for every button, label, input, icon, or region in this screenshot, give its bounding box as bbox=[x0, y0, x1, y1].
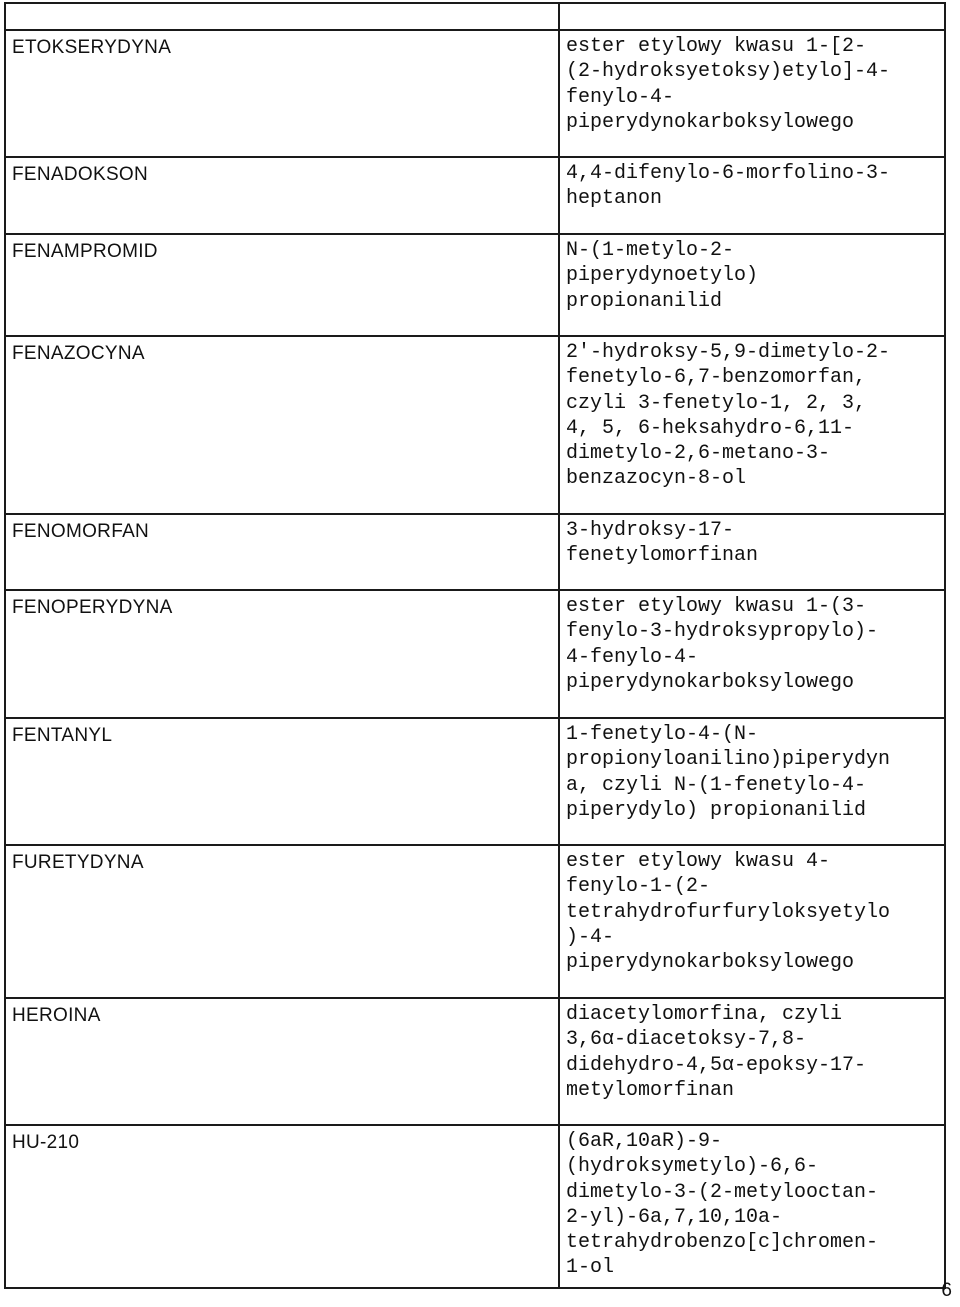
substance-name bbox=[5, 30, 559, 157]
chemical-name bbox=[559, 30, 945, 157]
chemical-name bbox=[559, 998, 945, 1125]
substance-name-text: FURETYDYNA bbox=[12, 852, 144, 873]
table-header-row bbox=[5, 3, 945, 30]
chemical-name bbox=[559, 157, 945, 234]
chemical-name-text: (6aR,10aR)-9- (hydroksymetylo)-6,6- dimetylo-3-(2-metylooctan- 2-yl)-6a,7,10,10a- tetrahydrobenzo[c]chromen- 1-ol bbox=[566, 1130, 879, 1280]
chemical-name bbox=[559, 336, 945, 514]
chemical-name bbox=[559, 514, 945, 590]
substance-name-text: HU-210 bbox=[12, 1132, 80, 1153]
table-row bbox=[5, 234, 945, 336]
chemical-name-text: diacetylomorfina, czyli 3,6α-diacetoksy-7,8- didehydro-4,5α-epoksy-17- metylomorfinan bbox=[566, 1003, 867, 1102]
chemical-name-text: 4,4-difenylo-6-morfolino-3- heptanon bbox=[566, 162, 891, 211]
substance-name bbox=[5, 157, 559, 234]
table-row bbox=[5, 845, 945, 998]
chemical-name-text: ester etylowy kwasu 1-(3- fenylo-3-hydroksypropylo)- 4-fenylo-4- piperydynokarboksylowego bbox=[566, 595, 879, 694]
substance-name bbox=[5, 514, 559, 590]
substance-name bbox=[5, 718, 559, 845]
table-row bbox=[5, 1125, 945, 1288]
chemical-name-text: ester etylowy kwasu 4- fenylo-1-(2- tetrahydrofurfuryloksyetylo )-4- piperydynokarboksylowego bbox=[566, 850, 891, 975]
chemical-name-text: 3-hydroksy-17- fenetylomorfinan bbox=[566, 519, 759, 568]
chemical-name bbox=[559, 234, 945, 336]
header-cell-chemical bbox=[559, 3, 945, 30]
chemical-name bbox=[559, 718, 945, 845]
substance-name-text: FENTANYL bbox=[12, 725, 113, 746]
table-row bbox=[5, 718, 945, 845]
table-row bbox=[5, 998, 945, 1125]
substances-table bbox=[4, 2, 946, 1289]
substance-name bbox=[5, 1125, 559, 1288]
chemical-name-text: ester etylowy kwasu 1-[2- (2-hydroksyetoksy)etylo]-4- fenylo-4- piperydynokarboksylowego bbox=[566, 35, 891, 134]
substance-name-text: ETOKSERYDYNA bbox=[12, 37, 172, 58]
page-number: 6 bbox=[941, 1280, 952, 1301]
substance-name bbox=[5, 998, 559, 1125]
table-row bbox=[5, 30, 945, 157]
chemical-name-text: 2'-hydroksy-5,9-dimetylo-2- fenetylo-6,7-benzomorfan, czyli 3-fenetylo-1, 2, 3, 4, 5, 6-heksahydro-6,11- dimetylo-2,6-metano-3- benzazocyn-8-ol bbox=[566, 341, 891, 491]
substance-name-text: HEROINA bbox=[12, 1005, 101, 1026]
chemical-name-text: N-(1-metylo-2- piperydynoetylo) propionanilid bbox=[566, 239, 759, 313]
substance-name bbox=[5, 845, 559, 998]
chemical-name bbox=[559, 590, 945, 718]
substance-name-text: FENOMORFAN bbox=[12, 521, 150, 542]
substance-name-text: FENAZOCYNA bbox=[12, 343, 145, 364]
chemical-name bbox=[559, 845, 945, 998]
table-row bbox=[5, 514, 945, 590]
substance-name-text: FENOPERYDYNA bbox=[12, 597, 173, 618]
substance-name bbox=[5, 590, 559, 718]
table-row bbox=[5, 590, 945, 718]
table-row bbox=[5, 157, 945, 234]
substance-name-text: FENADOKSON bbox=[12, 164, 149, 185]
chemical-name bbox=[559, 1125, 945, 1288]
header-cell-name bbox=[5, 3, 559, 30]
table-row bbox=[5, 336, 945, 514]
substance-name bbox=[5, 234, 559, 336]
substance-name-text: FENAMPROMID bbox=[12, 241, 158, 262]
substance-name bbox=[5, 336, 559, 514]
chemical-name-text: 1-fenetylo-4-(N- propionyloanilino)piperydyn a, czyli N-(1-fenetylo-4- piperydylo) propionanilid bbox=[566, 723, 891, 822]
